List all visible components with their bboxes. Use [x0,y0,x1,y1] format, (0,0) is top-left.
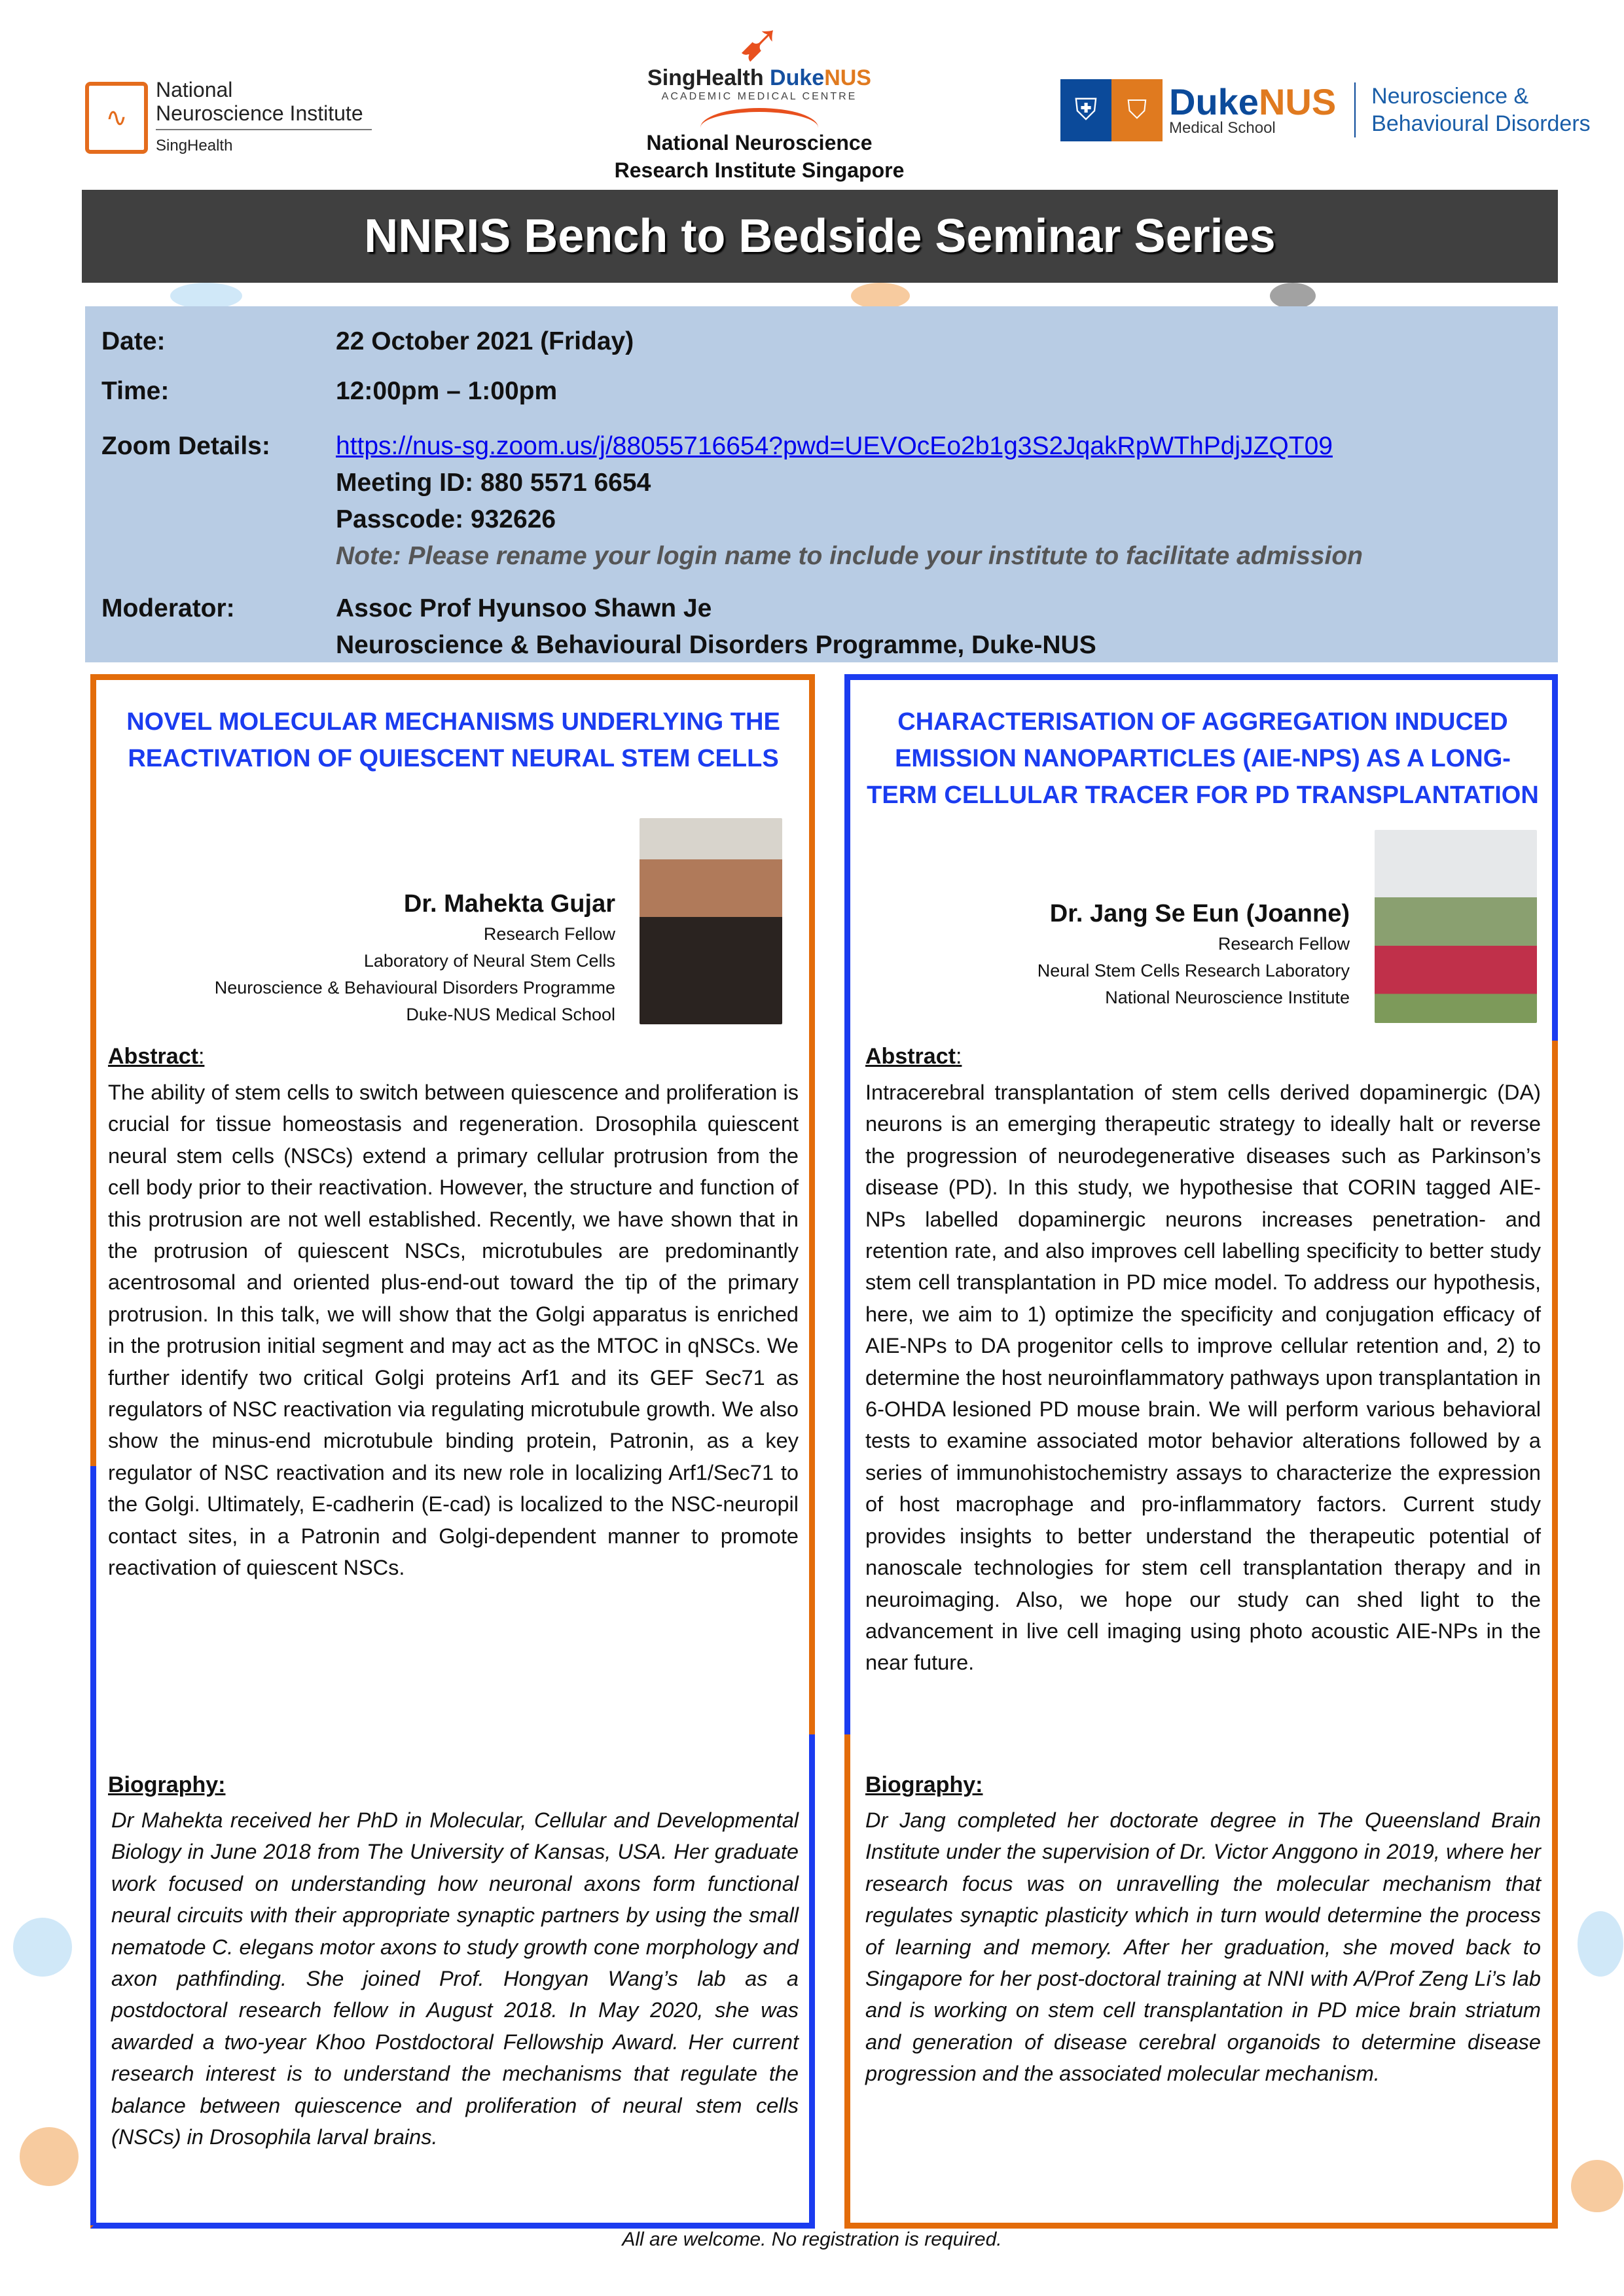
abstract-label: Abstract [108,1044,198,1069]
abstract-label: Abstract [865,1044,956,1069]
speaker-institution: National Neuroscience Institute [1105,988,1350,1007]
speaker-role: Research Fellow [1218,934,1350,954]
time-value: 12:00pm – 1:00pm [336,377,558,405]
footer-note: All are welcome. No registration is required. [622,2229,1002,2250]
neuron-decoration [1571,2160,1623,2212]
biography-label: Biography: [865,1772,983,1797]
speaker-lab: Neural Stem Cells Research Laboratory [1037,961,1350,980]
nni-logo-line2: Neuroscience Institute [156,101,363,125]
speaker-info [916,897,1350,1011]
singhealth-text: SingHealth [647,65,764,90]
swoosh-icon: ➹ [737,13,782,71]
duke-shield-icon: ⛨ [1060,79,1111,141]
nni-logo-sub: SingHealth [156,137,233,154]
nus-crest-icon: ⛉ [1111,79,1163,141]
amc-text: ACADEMIC MEDICAL CENTRE [661,91,857,102]
date-label: Date: [101,327,166,355]
programme-line1: Neuroscience & [1371,84,1529,109]
speaker-photo [640,818,782,1024]
medical-school-text: Medical School [1169,119,1276,137]
neuron-decoration [170,283,242,309]
nnris-line1: National Neuroscience [646,131,873,154]
neuron-decoration [13,1918,72,1977]
programme-line2: Behavioural Disorders [1371,111,1591,136]
neuron-decoration [1270,283,1316,309]
time-label: Time: [101,377,170,405]
date-value: 22 October 2021 (Friday) [336,327,634,355]
speaker-role: Research Fellow [483,924,615,944]
biography-text: Dr Mahekta received her PhD in Molecular, Cellular and Developmental Biology in June 2018 from The University of Kansas, USA. Her graduate work focused on understanding how neuronal axons form functional neural circuits with their appropriate synaptic partners by using the small nematode C. elegans motor axons to study growth cone morphology and axon pathfinding. She joined Prof. Hongyan Wang’s lab as a postdoctoral research fellow in August 2018. In May 2020, she was awarded a two-year Khoo Postdoctoral Fellowship Award. Her current research interest is to understand the mechanisms that regulate the balance between quiescence and proliferation of neural stem cells (NSCs) in Drosophila larval brains. [111,1808,799,2149]
page-title: NNRIS Bench to Bedside Seminar Series [82,190,1558,283]
speaker-name: Dr. Jang Se Eun (Joanne) [1049,900,1350,927]
nni-logo-line1: National [156,78,233,101]
speaker-programme: Neuroscience & Behavioural Disorders Programme [214,978,615,997]
nni-logo [85,75,393,160]
speaker-name: Dr. Mahekta Gujar [403,890,615,918]
biography-label: Biography: [108,1772,226,1797]
neuron-decoration [20,2127,79,2186]
pulse-icon: ∿ [85,82,148,154]
abstract-text: The ability of stem cells to switch between quiescence and proliferation is crucial for tissue homeostasis and regeneration. Drosophila quiescent neural stem cells (NSCs) extend a primary cellular protrusion from the cell body prior to their reactivation. However, the structure and function of this protrusion are not well established. Recently, we have shown that in the protrusion of quiescent NSCs, microtubules are predominantly acentrosomal and oriented plus-end-out toward the tip of the primary protrusion. In this talk, we will show that the Golgi apparatus is enriched in the protrusion initial segment and may act as the MTOC in qNSCs. We further identify two critical Golgi proteins Arf1 and its GEF Sec71 as regulators of NSC reactivation via regulating microtubule growth. We also show the minus-end microtubule binding protein, Patronin, as a key regulator of NSC reactivation and its new role in localizing Arf1/Sec71 to the Golgi. Ultimately, E-cadherin (E-cad) is localized to the NSC-neuropil contact sites, in a Patronin and Golgi-dependent manner to promote reactivation of quiescent NSCs. [108,1081,799,1580]
neuron-decoration [1578,1911,1623,1977]
speaker-info [131,887,615,1028]
speaker-lab: Laboratory of Neural Stem Cells [363,951,615,971]
neuron-decoration [851,283,910,309]
talk-title: NOVEL MOLECULAR MECHANISMS UNDERLYING THE REACTIVATION OF QUIESCENT NEURAL STEM CELLS [126,708,780,772]
zoom-link[interactable]: https://nus-sg.zoom.us/j/88055716654?pwd=UEVOcEo2b1g3S2JqakRpWThPdjJZQT09 [336,432,1333,460]
biography-text: Dr Jang completed her doctorate degree in The Queensland Brain Institute under the supervision of Dr. Victor Anggono in 2019, where her research focus was on unravelling the molecular mechanism that regulates synaptic plasticity which in turn would determine the process of learning and memory. After her graduation, she moved back to Singapore for her post-doctoral training at NNI with A/Prof Zeng Li’s lab and is working on stem cell transplantation in PD mice brain striatum and generation of disease cerebral organoids to determine disease progression and the associated molecular mechanism. [865,1808,1541,2086]
event-details [85,306,1558,662]
nnris-logo [589,13,929,183]
dukenus-logo [1060,77,1591,143]
moderator-name: Assoc Prof Hyunsoo Shawn Je [336,594,712,622]
nus-text: NUS [1258,81,1337,122]
speaker-photo [1375,830,1537,1023]
nnris-line2: Research Institute Singapore [614,158,905,182]
talk-title: CHARACTERISATION OF AGGREGATION INDUCED EMISSION NANOPARTICLES (AIE-NPS) AS A LONG-TERM CELLULAR TRACER FOR PD TRANSPLANTATION [867,708,1539,809]
duke-text: Duke [1169,81,1259,122]
admission-note: Note: Please rename your login name to include your institute to facilitate admission [336,542,1363,570]
passcode: Passcode: 932626 [336,505,556,533]
nus-text: NUS [824,65,871,90]
duke-text: Duke [770,65,825,90]
speaker-institution: Duke-NUS Medical School [406,1005,615,1024]
moderator-affiliation: Neuroscience & Behavioural Disorders Programme, Duke-NUS [336,631,1096,659]
zoom-label: Zoom Details: [101,432,270,460]
moderator-label: Moderator: [101,594,235,622]
abstract-text: Intracerebral transplantation of stem cells derived dopaminergic (DA) neurons is an emerging therapeutic strategy to ideally halt or reverse the progression of neurodegenerative diseases such as Parkinson’s disease (PD). In this study, we hypothesise that CORIN tagged AIE-NPs labelled dopaminergic neurons increases penetration- and retention rate, and also improves cell labelling specificity to better study stem cell transplantation in PD mice model. To address our hypothesis, here, we aim to 1) optimize the specificity and conjugation efficacy of AIE-NPs to DA progenitor cells to improve cellular retention and, 2) to determine the host neuroinflammatory pathways upon transplantation in 6-OHDA lesioned PD mouse brain. We will perform various behavioral tests to examine associated motor behavior alterations followed by a series of immunohistochemistry assays to characterize the expression of host macrophage and pro-inflammatory factors. Current study provides insights to better understand the therapeutic potential of nanoscale technologies for stem cell transplantation therapy and in neuroimaging. Also, we hope our study can shed light to the advancement in live cell imaging using photo acoustic AIE-NPs in the near future. [865,1081,1541,1675]
meeting-id: Meeting ID: 880 5571 6654 [336,469,651,497]
